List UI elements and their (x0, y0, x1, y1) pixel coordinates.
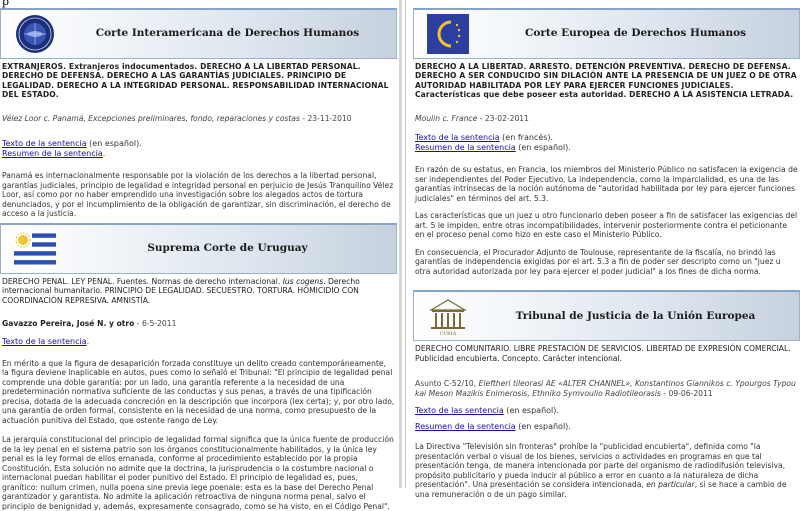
iachr-summary: Panamá es internacionalmente responsable por la violación de los derechos a la libertad personal, garantías judiciales, principio de legalidad e integridad personal en perjuicio de Jesús Tranquilino Vélez Loor, así como por no haber emprendido una investigación sobre los alegados actos de tortura denunciados, y por el incumplimiento de la obligación de garantizar, sin discriminación, el derecho de acceso a la justicia. (2, 171, 394, 219)
echr-link2-suffix: (en español). (515, 143, 571, 153)
echr-para2: Las características que un juez u otro funcionario deben poseer a fin de satisfacer las exigencias del art. 5 le impiden, entre otras incompatibilidades, intervenir posteriormente contra el peticionante en el proceso penal como hizo en este caso el Ministerio Público. (415, 211, 798, 240)
echr-text-link[interactable]: Texto de la sentencia (415, 133, 500, 143)
cjeu-case-name: Eleftheri tileorasi AE «ALTER CHANNEL», Konstantinos Giannikos c. Ypourgos Typou kai Meson Mazikis Enimerosis, Ethniko Symvoulio Radiotileorasis (415, 379, 796, 398)
iachr-text-link[interactable]: Texto de la sentencia (2, 139, 87, 149)
cjeu-para1-part2: , si se hace a cambio de una remuneración o de un pago similar. (415, 480, 787, 499)
echr-case-name: Moulin c. France (415, 113, 478, 123)
echr-link1-row (415, 133, 798, 143)
uruguay-link1-row (2, 337, 395, 347)
uruguay-para2: La jerarquía constitucional del principio de legalidad formal significa que la única fuente de producción de la ley penal en el sistema patrio son los órganos constitucionalmente habilitados, y la única ley penal es la ley formal de ellos emanada, conforme al procedimiento establecido por la propia Constitución. Esta solución no admite que la doctrina, la jurisprudencia o la costumbre nacional o internacional puedan habilitar el poder punitivo del Estado. El principio de legalidad es, pues, granítico: nullum crimen, nulla poena sine previa lege poenale: esta es la base del Derecho Penal garantizador y garantista. No admite la aplicación retroactiva de ninguna norma penal, salvo el principio de benignidad y, además, expresamente consagrado, como se ha visto, en el Código Penal". (2, 435, 394, 511)
iachr-banner (0, 8, 397, 59)
echr-banner (413, 8, 800, 59)
cjeu-para1 (415, 442, 798, 499)
echr-link1-suffix: (en francés). (499, 133, 554, 143)
cjeu-title: Tribunal de Justicia de la Unión Europea (515, 309, 756, 322)
iachr-link2-row (2, 149, 395, 159)
uruguay-case-date: - 6-5-2011 (134, 319, 177, 329)
uruguay-banner (0, 223, 397, 274)
echr-title: Corte Europea de Derechos Humanos (524, 27, 747, 40)
iachr-case-line (2, 114, 395, 123)
cjeu-case-date: - 09-06-2011 (660, 388, 713, 398)
iachr-title: Corte Interamericana de Derechos Humanos (95, 27, 360, 40)
iachr-summary-link[interactable]: Resumen de la sentencia (2, 149, 103, 159)
cjeu-case-line (415, 379, 798, 398)
cjeu-text-link[interactable]: Texto de las sentencia (415, 406, 504, 416)
echr-link2-row (415, 143, 798, 153)
uruguay-keywords (2, 277, 395, 305)
curia-temple-icon (414, 292, 482, 340)
uruguay-flag-icon (1, 225, 69, 273)
uruguay-para1: En mérito a que la figura de desaparición forzada constituye un delito creado contemporáneamente, la figura deviene inaplicable en autos, pues como lo señaló el Tribunal: "El principio de legalidad penal comprende una doble garantía: por un lado, una garantía referente a la necesidad de una predeterminación normativa suficiente de las conductas y sus penas, a través de una tipificación precisa, dotada de la adecuada concreción en la descripción que incorpora (lex certa); y, por otro lado, una garantía de orden formal, consistente en la necesidad de una norma, como presupuesto de la actuación punitiva del Estado, que ostente rango de Ley. (2, 358, 395, 425)
echr-case-line (415, 114, 798, 123)
echr-keywords: DERECHO A LA LIBERTAD. ARRESTO. DETENCIÓN PREVENTIVA. DERECHO DE DEFENSA. DERECHO A SER CONDUCIDO SIN DILACIÓN ANTE LA PRESENCIA DE UN JUEZ O DE OTRA AUTORIDAD HABILITADA POR LEY PARA EJERCER FUNCIONES JUDICIALES. Características que debe poseer esta autoridad. DERECHO A LA ASISTENCIA LETRADA. (415, 62, 797, 100)
iachr-link1-suffix: (en español). (86, 139, 142, 149)
uruguay-link1-suffix: . (86, 336, 90, 346)
oas-seal-icon (1, 10, 69, 58)
uruguay-keywords-part2: . Derecho internacional humanitario. PRINCIPIO DE LEGALIDAD. SECUESTRO. TORTURA. HOMICIDIO CON COORDINACIÓN REPRESIVA. AMNISTÍA. (2, 276, 360, 305)
cjeu-banner (413, 290, 800, 341)
cjeu-para1-part1: La Directiva "Televisión sin fronteras" prohíbe la "publicidad encubierta", definida como "la presentación verbal o visual de los bienes, servicios o actividades en programas en que tal presentación tenga, de manera intencionada por parte del organismo de radiodifusión televisiva, propósito publicitario y pueda inducir al público a error en cuanto a la naturaleza de dicha presentación". Una presentación se considera intencionada, (415, 442, 786, 490)
echr-para3: En consecuencia, el Procurador Adjunto de Toulouse, representante de la fiscalía, no brindó las garantías de independencia exigidas por el art. 5.3 a fin de poder ser descripto como un "juez u otra autoridad autorizada por ley para ejercer el poder judicial" a los fines de dicha norma. (415, 247, 781, 276)
iachr-case-date: - 23-11-2010 (299, 113, 352, 123)
column-divider-line (405, 0, 406, 488)
uruguay-case-line (2, 319, 395, 328)
iachr-keywords: EXTRANJEROS. Extranjeros indocumentados. DERECHO A LA LIBERTAD PERSONAL. DERECHO DE DEFENSA. DERECHO A LAS GARANTÍAS JUDICIALES. PRINCIPIO DE LEGALIDAD. DERECHO A LA INTEGRIDAD PERSONAL. RESPONSABILIDAD INTERNACIONAL DEL ESTADO. (2, 62, 389, 100)
left-column (0, 8, 397, 511)
iachr-case-name: Vélez Loor c. Panamá, Excepciones preliminares, fondo, reparaciones y costas (2, 113, 300, 123)
iachr-link1-row (2, 139, 395, 149)
echr-summary-link[interactable]: Resumen de la sentencia (415, 143, 516, 153)
cjeu-link2-suffix: (en español). (515, 422, 571, 432)
cjeu-summary-link[interactable]: Resumen de la sentencia (415, 422, 516, 432)
top-text-fragment: p (2, 0, 10, 8)
cjeu-para1-italic: en particular (646, 480, 695, 490)
uruguay-keywords-italic: Ius cogens (282, 276, 324, 286)
echr-case-date: - 23-02-2011 (477, 113, 529, 123)
cjeu-logo-text: CVRIA (439, 331, 457, 338)
uruguay-title: Suprema Corte de Uruguay (147, 242, 308, 255)
iachr-link2-suffix: . (102, 149, 106, 159)
cjeu-link1-suffix: (en español). (503, 406, 559, 416)
cjeu-case-prefix: Asunto C-52/10, (415, 379, 479, 389)
uruguay-keywords-part1: DERECHO PENAL. LEY PENAL. Fuentes. Normas de derecho internacional. (2, 276, 283, 286)
cjeu-link1-row (415, 406, 798, 416)
uruguay-text-link[interactable]: Texto de la sentencia (2, 336, 87, 346)
right-column (413, 8, 800, 499)
uruguay-case-name: Gavazzo Pereira, José N. y otro (2, 319, 135, 329)
cjeu-keywords: DERECHO COMUNITARIO. LIBRE PRESTACIÓN DE SERVICIOS. LIBERTAD DE EXPRESIÓN COMERCIAL. Publicidad encubierta. Concepto. Carácter intencional. (415, 344, 791, 363)
council-of-europe-icon (414, 10, 482, 58)
column-divider (399, 0, 402, 488)
echr-para1: En razón de su estatus, en Francia, los miembros del Ministerio Público no satisfacen la exigencia de ser independientes del Poder Ejecutivo. La independencia, como la imparcialidad, es una de las garantías intrínsecas de la noción autónoma de "autoridad habilitada por ley para ejercer funciones judiciales" en términos del art. 5.3. (415, 165, 798, 203)
cjeu-link2-row (415, 422, 798, 432)
